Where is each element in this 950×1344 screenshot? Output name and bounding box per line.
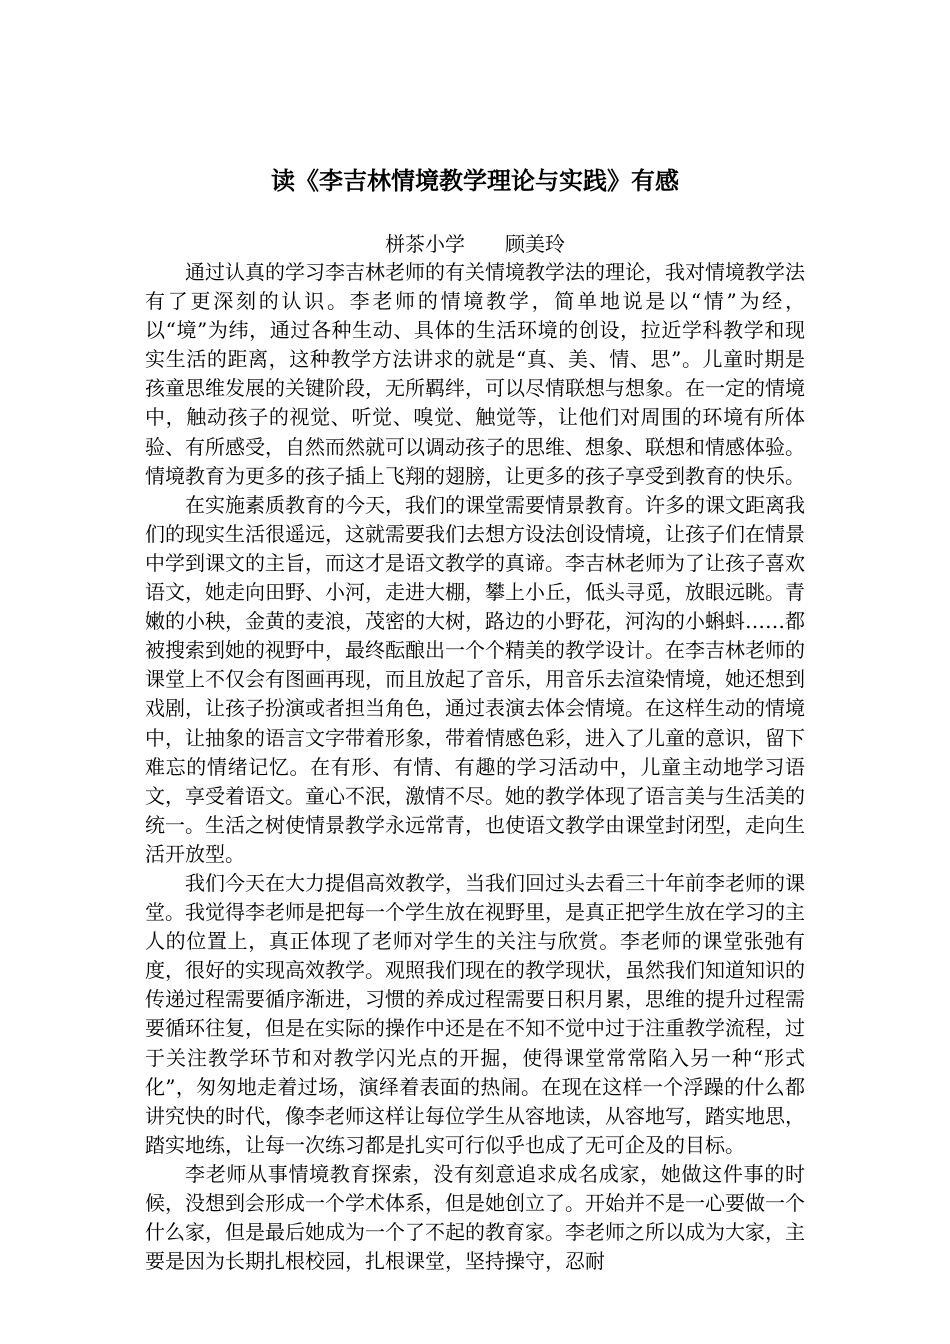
author-byline: 栟茶小学 顾美玲 (385, 232, 565, 256)
document-title: 读《李吉林情境教学理论与实践》有感 (271, 167, 679, 195)
paragraph: 通过认真的学习李吉林老师的有关情境教学法的理论，我对情境教学法有了更深刻的认识。李老师的情境教学，简单地说是以“情”为经，以“境”为纬，通过各种生动、具体的生活环境的创设，拉近学科教学和现实生活的距离，这种教学方法讲求的就是“真、美、情、思”。儿童时期是孩童思维发展的关键阶段，无所羁绊，可以尽情联想与想象。在一定的情境中，触动孩子的视觉、听觉、嗅觉、触觉等，让他们对周围的环境有所体验、有所感受，自然而然就可以调动孩子的思维、想象、联想和情感体验。情境教育为更多的孩子插上飞翔的翅膀，让更多的孩子享受到教育的快乐。 (145, 260, 805, 488)
paragraph: 我们今天在大力提倡高效教学，当我们回过头去看三十年前李老师的课堂。我觉得李老师是把每一个学生放在视野里，是真正把学生放在学习的主人的位置上，真正体现了老师对学生的关注与欣赏。李老师的课堂张弛有度，很好的实现高效教学。观照我们现在的教学现状，虽然我们知道知识的传递过程需要循序渐进，习惯的养成过程需要日积月累，思维的提升过程需要循环往复，但是在实际的操作中还是在不知不觉中过于注重教学流程，过于关注教学环节和对教学闪光点的开掘，使得课堂常常陷入另一种“形式化”，匆匆地走着过场，演绎着表面的热闹。在现在这样一个浮躁的什么都讲究快的时代，像李老师这样让每位学生从容地读，从容地写，踏实地思，踏实地练，让每一次练习都是扎实可行似乎也成了无可企及的目标。 (145, 870, 805, 1157)
paragraph: 李老师从事情境教育探索，没有刻意追求成名成家，她做这件事的时候，没想到会形成一个学术体系，但是她创立了。开始并不是一心要做一个什么家，但是最后她成为一个了不起的教育家。李老师之所以成为大家，主要是因为长期扎根校园，扎根课堂，坚持操守，忍耐 (145, 1161, 805, 1274)
document-body (145, 258, 805, 1276)
paragraph: 在实施素质教育的今天，我们的课堂需要情景教育。许多的课文距离我们的现实生活很遥远，这就需要我们去想方设法创设情境，让孩子们在情景中学到课文的主旨，而这才是语文教学的真谛。李吉林老师为了让孩子喜欢语文，她走向田野、小河，走进大棚，攀上小丘，低头寻觅，放眼远眺。青嫩的小秧，金黄的麦浪，茂密的大树，路边的小野花，河沟的小蝌蚪……都被搜索到她的视野中，最终酝酿出一个个精美的教学设计。在李吉林老师的课堂上不仅会有图画再现，而且放起了音乐，用音乐去渲染情境，她还想到戏剧，让孩子扮演或者担当角色，通过表演去体会情境。在这样生动的情境中，让抽象的语言文字带着形象，带着情感色彩，进入了儿童的意识，留下难忘的情绪记忆。在有形、有情、有趣的学习活动中，儿童主动地学习语文，享受着语文。童心不泯，激情不尽。她的教学体现了语言美与生活美的统一。生活之树使情景教学永远常青，也使语文教学由课堂封闭型，走向生活开放型。 (145, 492, 805, 866)
